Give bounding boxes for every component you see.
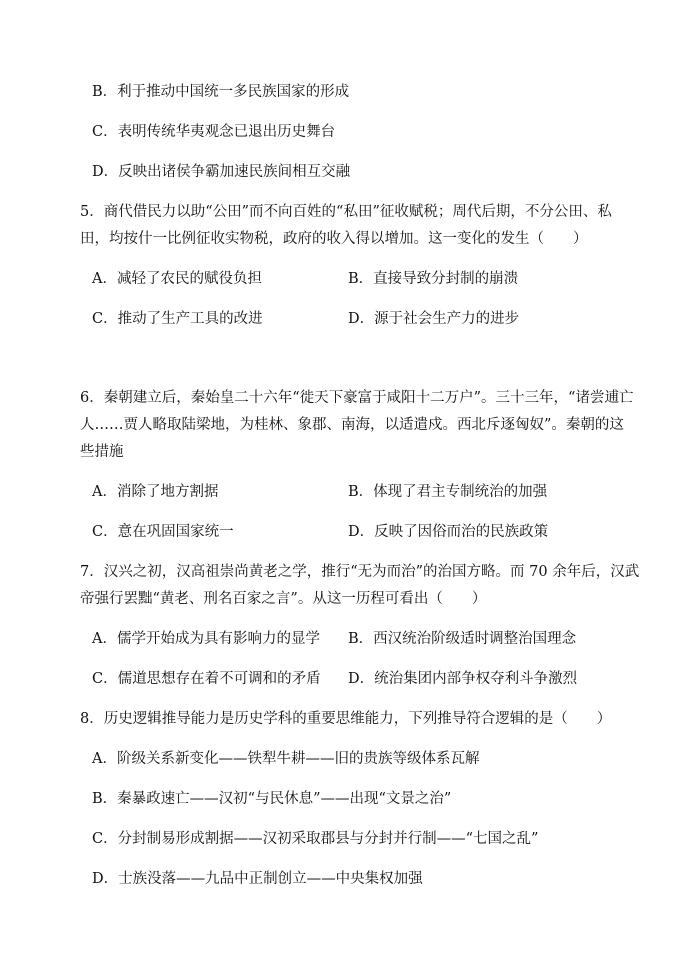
q5-option-c: C．推动了生产工具的改进 — [92, 311, 263, 327]
q6-option-a: A．消除了地方割据 — [92, 484, 219, 500]
q6-stem-line-2: 人……贾人略取陆梁地，为桂林、象郡、南海，以适遣戍。西北斥逐匈奴”。秦朝的这 — [80, 417, 624, 433]
q4-option-c: C．表明传统华夷观念已退出历史舞台 — [92, 124, 336, 140]
q8-option-d: D．士族没落——九品中正制创立——中央集权加强 — [92, 871, 423, 887]
q7-option-a: A．儒学开始成为具有影响力的显学 — [92, 631, 320, 647]
q7-option-d: D．统治集团内部争权夺利斗争激烈 — [348, 671, 578, 687]
q6-option-c: C．意在巩固国家统一 — [92, 524, 234, 540]
q4-option-d: D．反映出诸侯争霸加速民族间相互交融 — [92, 164, 351, 180]
q7-option-c: C．儒道思想存在着不可调和的矛盾 — [92, 671, 321, 687]
q5-option-b: B．直接导致分封制的崩溃 — [348, 271, 519, 287]
q5-stem-line-2: 田，均按什一比例征收实物税，政府的收入得以增加。这一变化的发生（ ） — [80, 231, 588, 247]
q8-option-c: C．分封制易形成割据——汉初采取郡县与分封并行制——“七国之乱” — [92, 831, 539, 847]
q6-option-d: D．反映了因俗而治的民族政策 — [348, 524, 549, 540]
q5-stem-line-1: 5．商代借民力以助“公田”而不向百姓的“私田”征收赋税；周代后期，不分公田、私 — [80, 204, 612, 220]
q8-option-a: A．阶级关系新变化——铁犁牛耕——旧的贵族等级体系瓦解 — [92, 751, 480, 767]
q7-stem-line-2: 帝强行罢黜“黄老、刑名百家之言”。从这一历程可看出（ ） — [80, 591, 487, 607]
q6-stem-line-3: 些措施 — [80, 444, 124, 460]
q6-stem-line-1: 6．秦朝建立后，秦始皇二十六年“徙天下豪富于咸阳十二万户”。三十三年，“诸尝逋亡 — [80, 390, 634, 406]
q7-option-b: B．西汉统治阶级适时调整治国理念 — [348, 631, 577, 647]
q4-option-b: B．利于推动中国统一多民族国家的形成 — [92, 84, 350, 100]
q5-option-d: D．源于社会生产力的进步 — [348, 311, 520, 327]
q8-option-b: B．秦暴政速亡——汉初“与民休息”——出现“文景之治” — [92, 791, 452, 807]
q6-option-b: B．体现了君主专制统治的加强 — [348, 484, 548, 500]
q7-stem-line-1: 7．汉兴之初，汉高祖崇尚黄老之学，推行“无为而治”的治国方略。而 70 余年后，汉武 — [80, 564, 640, 580]
q5-option-a: A．减轻了农民的赋役负担 — [92, 271, 262, 287]
q8-stem-line-1: 8．历史逻辑推导能力是历史学科的重要思维能力，下列推导符合逻辑的是（ ） — [80, 711, 612, 727]
